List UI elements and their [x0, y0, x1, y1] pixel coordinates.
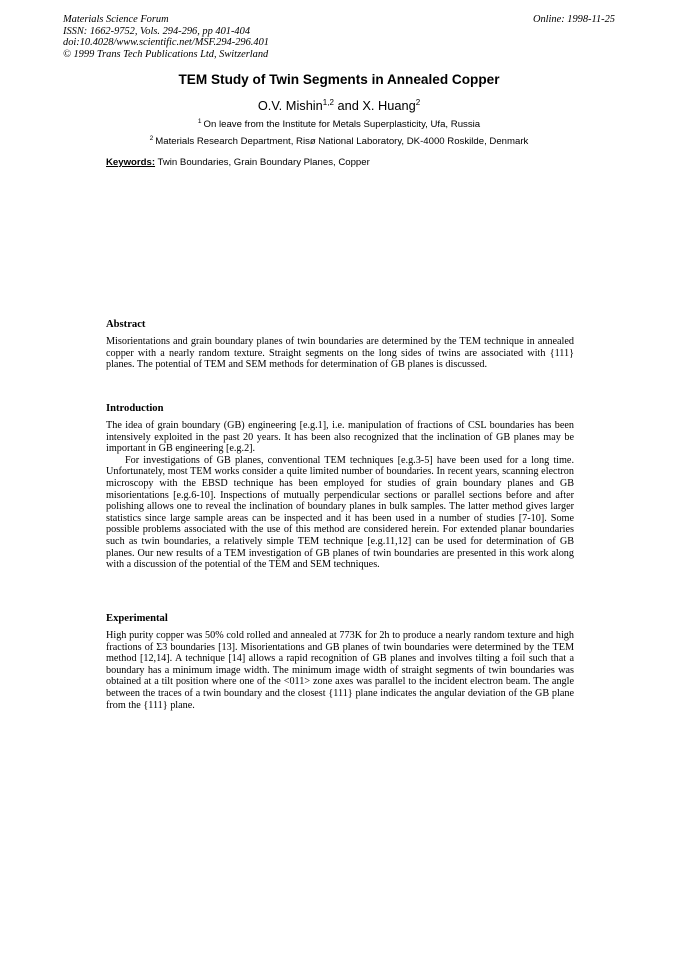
keywords-text: Twin Boundaries, Grain Boundary Planes, Copper	[155, 157, 370, 168]
affiliation-marker: 1	[197, 118, 202, 125]
introduction-section	[106, 403, 574, 571]
affiliation	[0, 118, 678, 130]
author-conjunction: and	[333, 98, 363, 113]
affiliation-text: On leave from the Institute for Metals Superplasticity, Ufa, Russia	[203, 119, 481, 130]
affiliation	[0, 135, 678, 147]
abstract-section	[106, 319, 574, 371]
author-line	[0, 98, 678, 113]
paragraph: For investigations of GB planes, conventional TEM techniques [e.g.3-5] have been used for a long time. Unfortunately, most TEM works consider a quite limited number of boundaries. In recent years, scanning electron microscopy with the EBSD technique has been employed for studies of grain boundary planes and GB misorientations [e.g.6-10]. Inspections of mutually perpendicular sections or parallel sections before and after polishing allows one to reveal the inclination of boundary planes in bulk samples. The latter method gives larger statistics since large sample areas can be inspected and it has been used in a number of studies [7-10]. Some possible problems associated with the use of this method are considered herein. For extended planar boundaries such as twin boundaries, a relatively simple TEM technique [e.g.11,12] can be used for determination of GB planes. Our new results of a TEM investigation of GB planes of twin boundaries are presented in this work along with a discussion of the potential of the TEM and SEM techniques.	[106, 454, 574, 571]
paper-title: TEM Study of Twin Segments in Annealed Copper	[178, 72, 500, 87]
section-heading: Introduction	[106, 403, 164, 414]
doi-link[interactable]: doi:10.4028/www.scientific.net/MSF.294-296.401	[63, 37, 269, 49]
paragraph: The idea of grain boundary (GB) engineering [e.g.1], i.e. manipulation of fractions of CSL boundaries has been intensively exploited in the past 20 years. It has been also recognized that the inclination of GB planes may be important in GB engineering [e.g.2].	[106, 420, 574, 455]
abstract-paragraph: Misorientations and grain boundary planes of twin boundaries are determined by the TEM technique in annealed copper with a nearly random texture. Straight segments on the long sides of twins are associated with {111} planes. The potential of TEM and SEM methods for determination of GB planes is discussed.	[106, 336, 574, 371]
affiliation-marker: 2	[149, 135, 154, 142]
journal-name: Materials Science Forum	[63, 14, 169, 25]
journal-header	[63, 14, 269, 60]
section-heading: Abstract	[106, 319, 146, 330]
copyright-line: © 1999 Trans Tech Publications Ltd, Switzerland	[63, 48, 269, 60]
author-name: X. Huang	[362, 98, 416, 113]
keywords-label: Keywords:	[106, 157, 156, 168]
author-affiliation-marker: 1,2	[322, 98, 334, 107]
issn-line: ISSN: 1662-9752, Vols. 294-296, pp 401-404	[63, 25, 251, 37]
paragraph: High purity copper was 50% cold rolled and annealed at 773K for 2h to produce a nearly random texture and high fractions of Σ3 boundaries [13]. Misorientations and GB planes of twin boundaries were determined by the TEM method [12,14]. A technique [14] allows a rapid recognition of GB planes and involves tilting a foil such that a boundary has a minimum image width. The minimum image width of straight segments of twin boundaries was obtained at a tilt position where one of the <011> zone axes was parallel to the incident electron beam. The angle between the traces of a twin boundary and the closest {111} plane indicates the angular deviation of the GB plane from the {111} plane.	[106, 630, 574, 711]
affiliation-text: Materials Research Department, Risø National Laboratory, DK-4000 Roskilde, Denmark	[155, 136, 529, 147]
keywords	[106, 157, 370, 168]
experimental-section	[106, 613, 574, 711]
author-name: O.V. Mishin	[257, 98, 323, 113]
author-affiliation-marker: 2	[415, 98, 421, 107]
section-heading: Experimental	[106, 613, 168, 624]
online-date: Online: 1998-11-25	[532, 14, 615, 25]
